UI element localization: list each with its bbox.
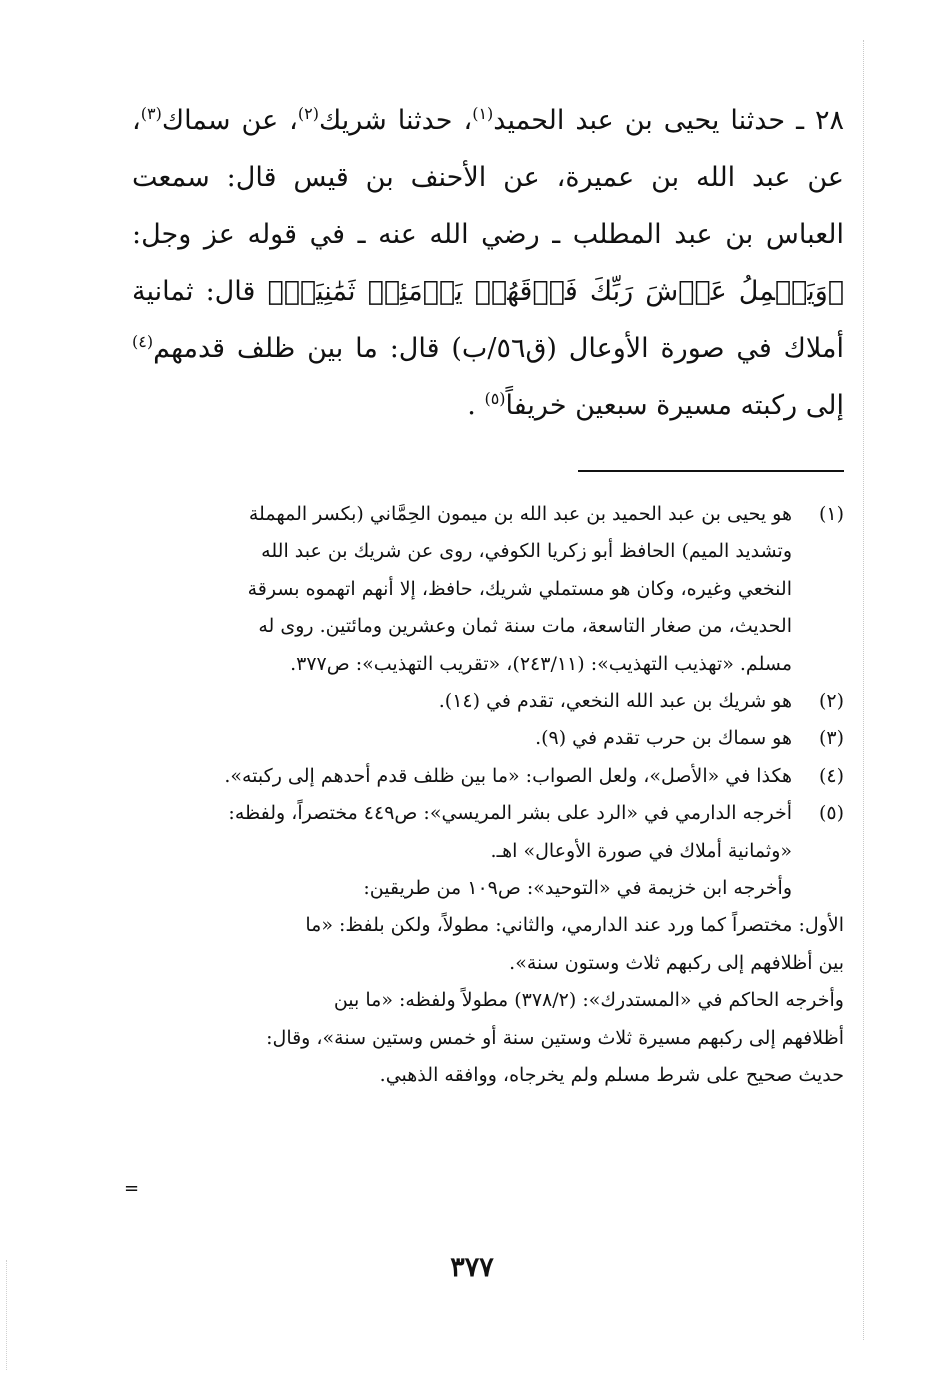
footnote-number: (٤) <box>818 764 844 787</box>
footnote-number: (٥) <box>818 802 844 825</box>
footnote-1: (١) هو يحيى بن عبد الحميد بن عبد الله بن ميمون الحِمَّاني (بكسر المهملة وتشديد الميم) الحافظ أبو زكريا الكوفي، روى عن شريك بن عبد الله النخعي وغيره، وكان هو مستملي شريك، حافظ، إلا أنهم اتهموه بسرقة الحديث، من صغار التاسعة، مات سنة ثمان وعشرين ومائتين. روى له مسلم. «تهذيب التهذيب»: (٢٤٣/١١)، «تقريب التهذيب»: ص٣٧٧. <box>132 496 844 683</box>
footnote-5-continued: الأول: مختصراً كما ورد عند الدارمي، والثاني: مطولاً، ولكن بلفظ: «ما بين أظلافهم إلى ركبهم ثلاث وستون سنة». وأخرجه الحاكم في «المستدرك»: (٣٧٨/٢) مطولاً ولفظه: «ما بين أظلافهم إلى ركبهم مسيرة ثلاث وستين سنة أو خمس وستين سنة»، وقال: حديث صحيح على شرط مسلم ولم يخرجاه، ووافقه الذهبي. <box>266 914 844 1087</box>
footnote-5: (٥) أخرجه الدارمي في «الرد على بشر المريسي»: ص٤٤٩ مختصراً، ولفظه: «وثمانية أملاك في صورة الأوعال» اهـ. وأخرجه ابن خزيمة في «التوحيد»: ص١٠٩ من طريقين: <box>132 795 844 907</box>
footnote-number: (٣) <box>818 727 844 750</box>
footnote-3: (٣) هو سماك بن حرب تقدم في (٩). <box>132 720 844 757</box>
footnote-separator <box>578 470 844 472</box>
footnotes <box>132 496 844 1095</box>
footnote-ref-5[interactable]: (٥) <box>484 389 506 408</box>
main-text <box>132 92 844 434</box>
footnote-4: (٤) هكذا في «الأصل»، ولعل الصواب: «ما بين ظلف قدم أحدهم إلى ركبته». <box>132 758 844 795</box>
page-number: ٣٧٧ <box>450 1252 494 1283</box>
footnote-ref-4[interactable]: (٤) <box>132 332 154 351</box>
footnote-number: (٢) <box>818 690 844 713</box>
footnote-number: (١) <box>818 503 844 525</box>
hadith-paragraph: ٢٨ ـ حدثنا يحيى بن عبد الحميد$^{(١)}$، حدثنا شريك$^{(٢)}$، عن سماك$^{(٣)}$، عن عبد الله بن عميرة، عن الأحنف بن قيس قال: سمعت العباس بن عبد المطلب ـ رضي الله عنه ـ في قوله عز وجل: ﴿وَيَحۡمِلُ عَرۡشَ رَبِّكَ فَوۡقَهُمۡ يَوۡمَئِذٖ ثَمَٰنِيَةٞ﴾ قال: ثمانية أملاك في صورة الأوعال (ق٥٦/ب) قال: ما بين ظلف قدمهم$^{(٤)}$ إلى ركبته مسيرة سبعين خريفاً$^{(٥)}$ . <box>132 104 845 421</box>
margin-dotted-line <box>863 40 864 1340</box>
continuation-mark: = <box>124 1178 140 1199</box>
footnote-ref-1[interactable]: (١) <box>472 104 494 123</box>
footnote-2: (٢) هو شريك بن عبد الله النخعي، تقدم في (١٤). <box>132 683 844 720</box>
quran-verse: ﴿وَيَحۡمِلُ عَرۡشَ رَبِّكَ فَوۡقَهُمۡ يَوۡمَئِذٖ ثَمَٰنِيَةٞ﴾ <box>267 276 844 307</box>
footnote-ref-2[interactable]: (٢) <box>297 104 319 123</box>
footnote-ref-3[interactable]: (٣) <box>140 104 162 123</box>
